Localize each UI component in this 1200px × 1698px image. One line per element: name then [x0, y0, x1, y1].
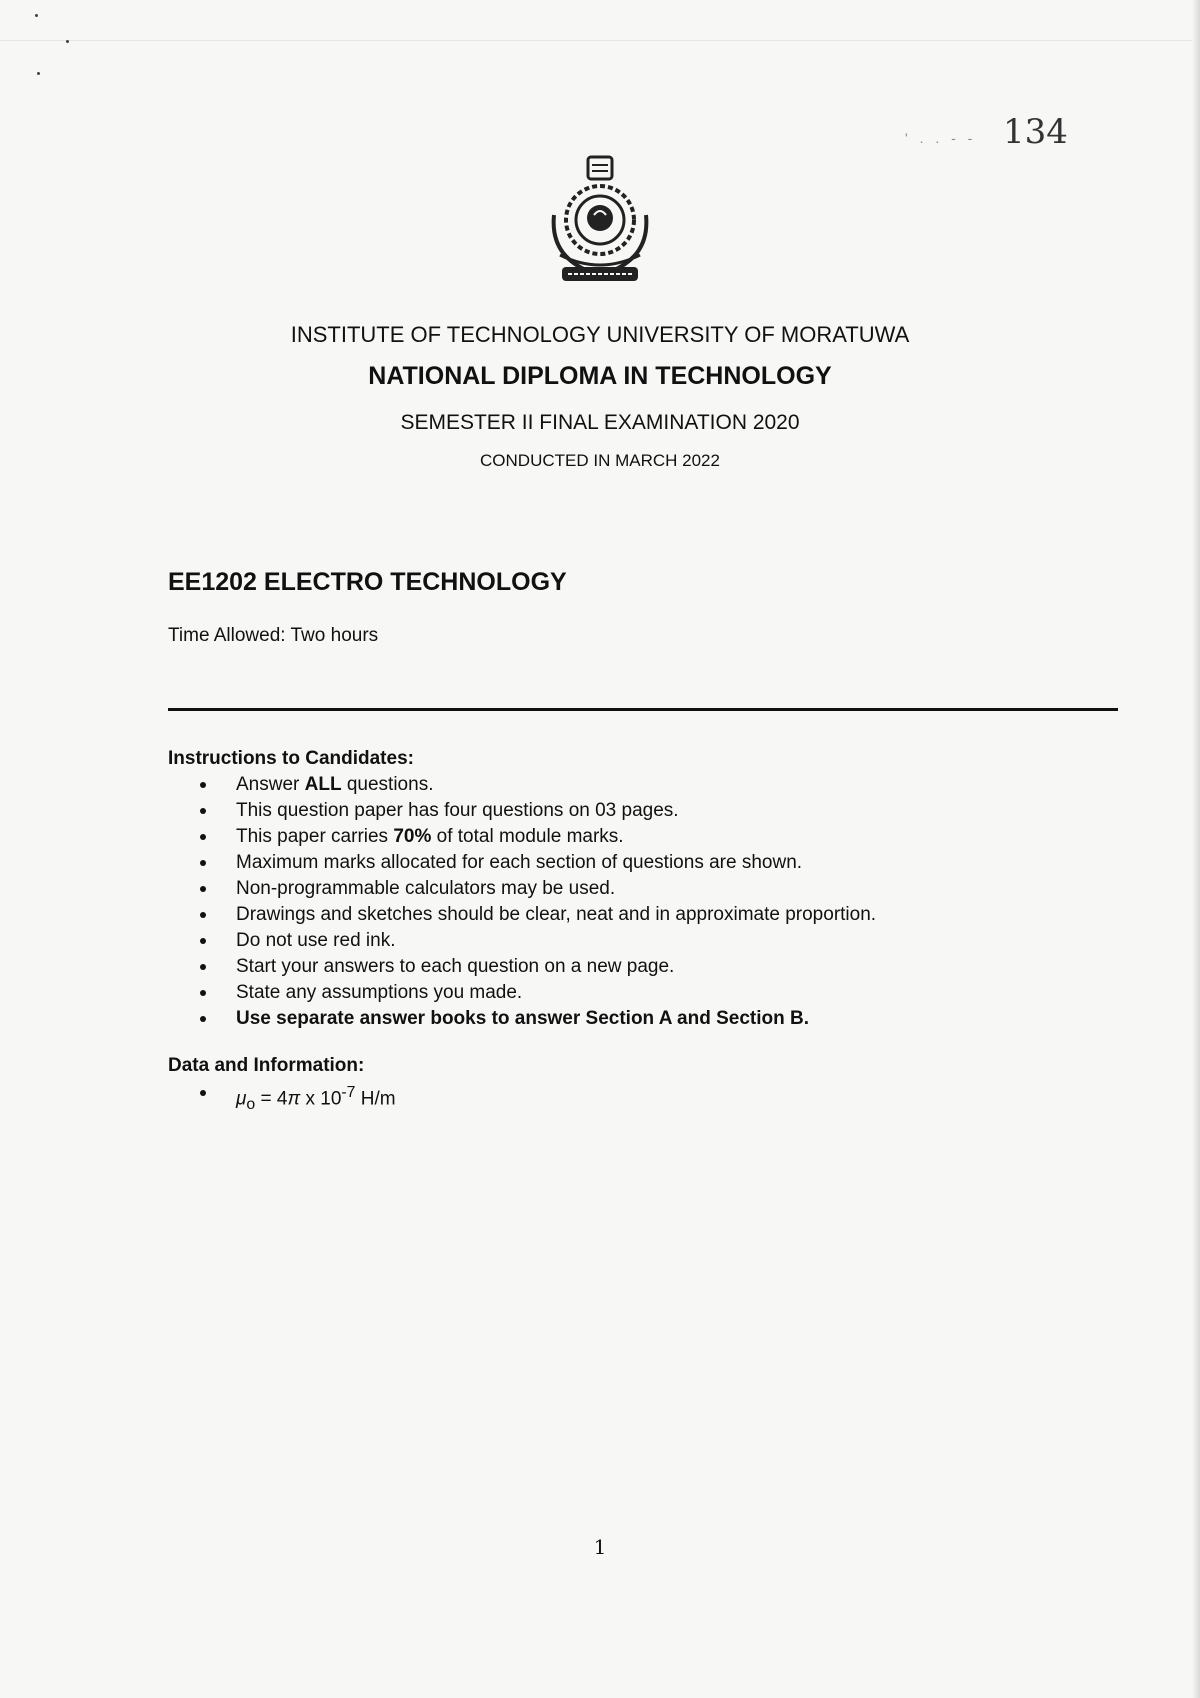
course-title: EE1202 ELECTRO TECHNOLOGY	[168, 568, 567, 596]
diploma-title: NATIONAL DIPLOMA IN TECHNOLOGY	[368, 362, 832, 390]
university-crest-logo	[540, 155, 660, 295]
instruction-item: State any assumptions you made.	[200, 980, 876, 1006]
instruction-item: This question paper has four questions on 03 pages.	[200, 798, 876, 824]
scan-edge	[1192, 0, 1200, 1698]
instruction-item: Maximum marks allocated for each section of questions are shown.	[200, 850, 876, 876]
scan-speck	[66, 40, 69, 43]
data-info-heading: Data and Information:	[168, 1055, 365, 1076]
stamp-marks: ' . . - -	[905, 130, 977, 146]
instruction-item: This paper carries 70% of total module marks.	[200, 824, 876, 850]
conducted-date: CONDUCTED IN MARCH 2022	[480, 451, 720, 470]
instruction-item: Use separate answer books to answer Section A and Section B.	[200, 1006, 876, 1032]
instruction-item: Non-programmable calculators may be used.	[200, 876, 876, 902]
instruction-item: Drawings and sketches should be clear, neat and in approximate proportion.	[200, 902, 876, 928]
permeability-constant: $\mu_o = 4\pi$ x $10^{-7}$ H/m	[200, 1080, 396, 1106]
scan-speck	[35, 14, 38, 17]
instructions-list	[200, 772, 876, 1032]
institute-name: INSTITUTE OF TECHNOLOGY UNIVERSITY OF MORATUWA	[290, 322, 910, 347]
instruction-item: Answer ALL questions.	[200, 772, 876, 798]
page-number: 1	[593, 1535, 607, 1559]
page-stamp-number: 134	[1003, 112, 1068, 152]
time-allowed: Time Allowed: Two hours	[168, 625, 379, 646]
section-divider	[168, 708, 1118, 711]
scan-top-line	[0, 40, 1200, 41]
instruction-item: Do not use red ink.	[200, 928, 876, 954]
data-info-list	[200, 1080, 396, 1114]
instruction-item: Start your answers to each question on a new page.	[200, 954, 876, 980]
scan-speck	[37, 72, 40, 75]
instructions-heading: Instructions to Candidates:	[168, 748, 414, 769]
exam-title: SEMESTER II FINAL EXAMINATION 2020	[400, 411, 800, 434]
